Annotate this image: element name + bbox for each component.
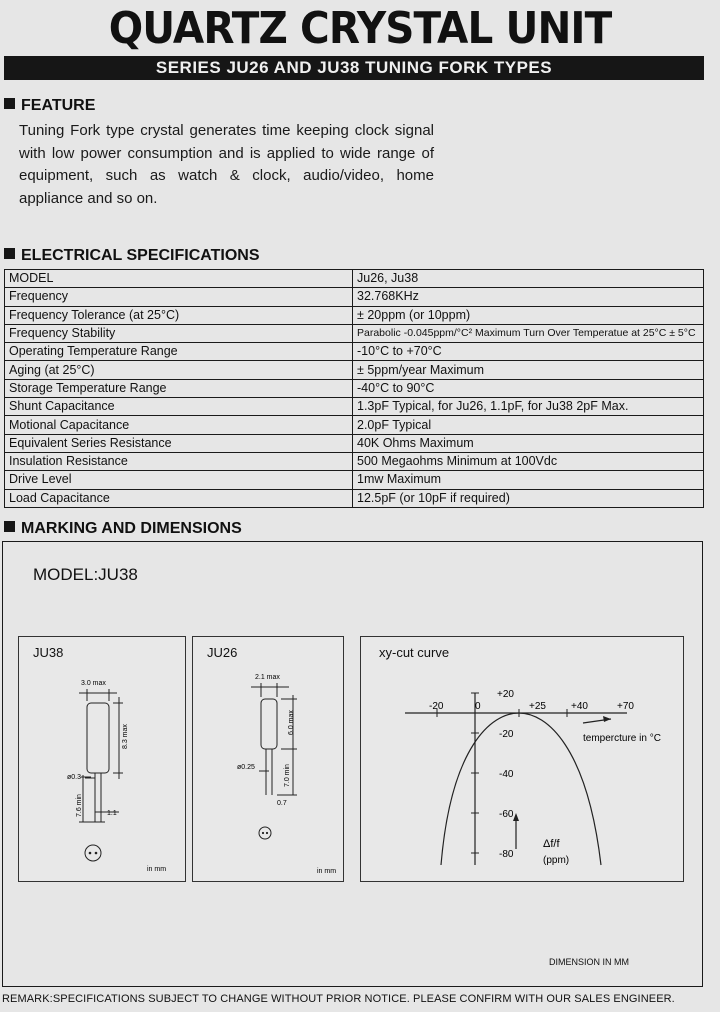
feature-heading-text: FEATURE bbox=[21, 97, 96, 114]
electrical-heading-text: ELECTRICAL SPECIFICATIONS bbox=[21, 247, 260, 264]
spec-key: Operating Temperature Range bbox=[5, 343, 353, 361]
x-tick-label: 0 bbox=[475, 701, 481, 712]
remark-footer: REMARK:SPECIFICATIONS SUBJECT TO CHANGE WITHOUT PRIOR NOTICE. PLEASE CONFIRM WITH OUR SALES ENGINEER. bbox=[2, 993, 675, 1005]
spec-key: Frequency bbox=[5, 288, 353, 306]
spec-key: MODEL bbox=[5, 270, 353, 288]
spec-row bbox=[5, 361, 704, 379]
spec-row bbox=[5, 434, 704, 452]
ju26-pitch-dim: 0.7 bbox=[277, 800, 287, 807]
dimension-note: DIMENSION IN MM bbox=[549, 957, 629, 967]
spec-row bbox=[5, 452, 704, 470]
ju26-panel bbox=[192, 636, 344, 882]
ju38-panel bbox=[18, 636, 186, 882]
y-axis-label-bottom: (ppm) bbox=[543, 855, 570, 866]
spec-value: 500 Megaohms Minimum at 100Vdc bbox=[353, 452, 704, 470]
electrical-spec-table bbox=[4, 269, 704, 508]
x-tick-label: +25 bbox=[529, 701, 546, 712]
y-tick-label: -60 bbox=[499, 809, 514, 820]
curve-title: xy-cut curve bbox=[379, 645, 450, 660]
spec-value: ± 5ppm/year Maximum bbox=[353, 361, 704, 379]
spec-value: 32.768KHz bbox=[353, 288, 704, 306]
ju38-title: JU38 bbox=[33, 645, 64, 660]
ju26-pin-view bbox=[259, 827, 271, 839]
spec-key: Shunt Capacitance bbox=[5, 398, 353, 416]
parabolic-curve bbox=[441, 713, 601, 865]
spec-row bbox=[5, 343, 704, 361]
ju26-body-outline bbox=[261, 699, 277, 749]
spec-key: Frequency Stability bbox=[5, 324, 353, 342]
xy-cut-curve-chart bbox=[361, 637, 685, 883]
ju26-lead-dim: 7.0 min bbox=[284, 764, 291, 787]
ju38-unit: in mm bbox=[147, 866, 167, 873]
spec-row bbox=[5, 471, 704, 489]
spec-row bbox=[5, 288, 704, 306]
y-axis-label-top: Δf/f bbox=[543, 838, 560, 850]
ju38-pitch-dim: 1.1 bbox=[107, 810, 117, 817]
spec-key: Drive Level bbox=[5, 471, 353, 489]
ju26-wire-dim: ø0.25 bbox=[237, 764, 255, 771]
spec-key: Equivalent Series Resistance bbox=[5, 434, 353, 452]
y-tick-label: -80 bbox=[499, 849, 514, 860]
spec-row bbox=[5, 324, 704, 342]
temperature-arrow-head bbox=[603, 716, 611, 722]
spec-row bbox=[5, 398, 704, 416]
ju38-wire-dim: ø0.3 bbox=[67, 774, 82, 781]
spec-key: Frequency Tolerance (at 25°C) bbox=[5, 306, 353, 324]
feature-description: Tuning Fork type crystal generates time keeping clock signal with low power consumption and is applied to wide range of equipment, such as watch & clock, audio/video, home appliance and so on. bbox=[19, 122, 434, 207]
delta-arrow-head bbox=[513, 813, 519, 821]
ju38-lead-dim: 7.6 min bbox=[76, 794, 83, 817]
spec-key: Load Capacitance bbox=[5, 489, 353, 507]
spec-row bbox=[5, 379, 704, 397]
spec-key: Insulation Resistance bbox=[5, 452, 353, 470]
ju26-width-dim: 2.1 max bbox=[255, 674, 280, 681]
spec-value: 40K Ohms Maximum bbox=[353, 434, 704, 452]
ju38-height-dim: 8.3 max bbox=[122, 724, 129, 749]
spec-value: Ju26, Ju38 bbox=[353, 270, 704, 288]
spec-value: Parabolic -0.045ppm/°C² Maximum Turn Over Temperatue at 25°C ± 5°C bbox=[353, 324, 704, 342]
feature-heading bbox=[4, 96, 95, 116]
spec-row bbox=[5, 489, 704, 507]
spec-key: Storage Temperature Range bbox=[5, 379, 353, 397]
spec-value: 2.0pF Typical bbox=[353, 416, 704, 434]
spec-key: Aging (at 25°C) bbox=[5, 361, 353, 379]
marking-heading bbox=[4, 519, 242, 539]
ju26-unit: in mm bbox=[317, 868, 337, 875]
ju38-width-dim: 3.0 max bbox=[81, 680, 106, 687]
y-tick-label: -20 bbox=[499, 729, 514, 740]
ju26-height-dim: 6.0 max bbox=[288, 710, 295, 735]
spec-value: 1mw Maximum bbox=[353, 471, 704, 489]
ju26-title: JU26 bbox=[207, 645, 238, 660]
series-subtitle-bar: SERIES JU26 AND JU38 TUNING FORK TYPES bbox=[4, 56, 704, 80]
model-label: MODEL:JU38 bbox=[33, 565, 138, 584]
spec-row bbox=[5, 306, 704, 324]
spec-value: -10°C to +70°C bbox=[353, 343, 704, 361]
ju38-body-outline bbox=[87, 703, 109, 773]
bullet-square-icon bbox=[4, 248, 15, 259]
ju38-drawing bbox=[19, 637, 187, 883]
spec-value: 12.5pF (or 10pF if required) bbox=[353, 489, 704, 507]
bullet-square-icon bbox=[4, 98, 15, 109]
x-tick-label: -20 bbox=[429, 701, 444, 712]
x-tick-label: +70 bbox=[617, 701, 634, 712]
ju38-pin-view bbox=[85, 845, 101, 861]
page-title: QUARTZ CRYSTAL UNIT bbox=[108, 3, 612, 54]
spec-value: ± 20ppm (or 10ppm) bbox=[353, 306, 704, 324]
marking-heading-text: MARKING AND DIMENSIONS bbox=[21, 520, 242, 537]
bullet-square-icon bbox=[4, 521, 15, 532]
spec-row bbox=[5, 270, 704, 288]
spec-value: -40°C to 90°C bbox=[353, 379, 704, 397]
spec-key: Motional Capacitance bbox=[5, 416, 353, 434]
x-tick-label: +40 bbox=[571, 701, 588, 712]
ju26-drawing bbox=[193, 637, 345, 883]
spec-value: 1.3pF Typical, for Ju26, 1.1pF, for Ju38 2pF Max. bbox=[353, 398, 704, 416]
x-axis-label: tempercture in °C bbox=[583, 733, 661, 744]
x-tick-label: +20 bbox=[497, 689, 514, 700]
electrical-heading bbox=[4, 246, 260, 266]
xy-cut-curve-panel bbox=[360, 636, 684, 882]
y-tick-label: -40 bbox=[499, 769, 514, 780]
spec-row bbox=[5, 416, 704, 434]
